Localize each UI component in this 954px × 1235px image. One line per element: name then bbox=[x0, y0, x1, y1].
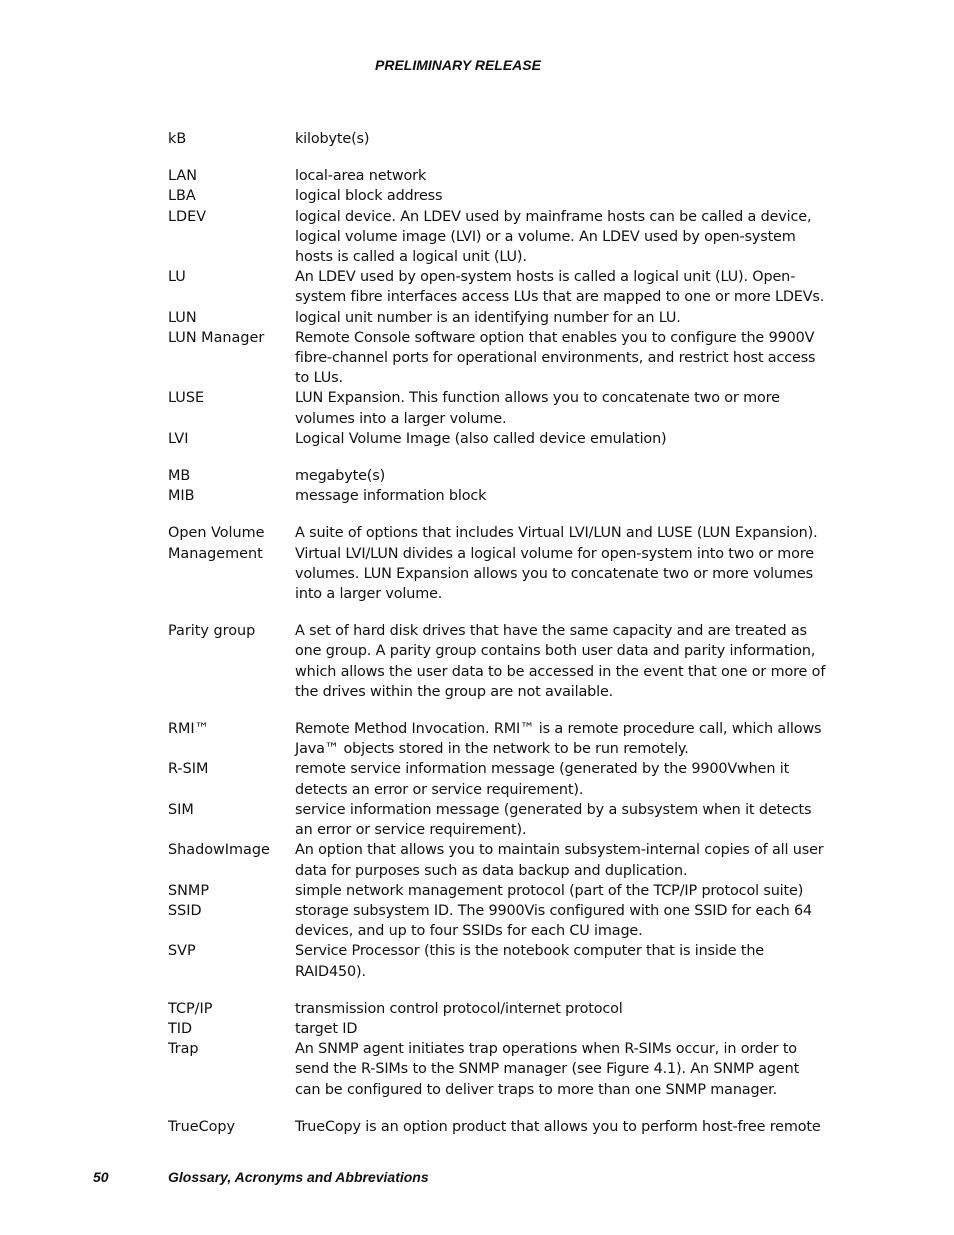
glossary-list bbox=[168, 129, 828, 1154]
glossary-term: LAN bbox=[168, 168, 197, 185]
glossary-entry bbox=[168, 1117, 828, 1137]
glossary-entry bbox=[168, 1019, 828, 1039]
glossary-term: MIB bbox=[168, 488, 195, 505]
glossary-group bbox=[168, 999, 828, 1100]
glossary-entry bbox=[168, 466, 828, 486]
glossary-term: TrueCopy bbox=[168, 1118, 236, 1135]
glossary-definition: A set of hard disk drives that have the same capacity and are treated as one group. A parity group contains both user data and parity information, which allows the user data to be accessed in the event that one or more of the drives within the group are not available. bbox=[295, 623, 826, 700]
glossary-term: SIM bbox=[168, 801, 194, 818]
glossary-entry bbox=[168, 800, 828, 840]
glossary-definition: Logical Volume Image (also called device emulation) bbox=[295, 430, 667, 447]
glossary-definition: Remote Method Invocation. RMI™ is a remote procedure call, which allows Java™ objects stored in the network to be run remotely. bbox=[295, 721, 822, 758]
page-header: PRELIMINARY RELEASE bbox=[375, 57, 541, 73]
glossary-term: Open Volume Management bbox=[168, 525, 265, 562]
glossary-term: TCP/IP bbox=[168, 1000, 213, 1017]
glossary-entry bbox=[168, 941, 828, 981]
page-footer bbox=[93, 1169, 429, 1185]
glossary-term: LUN Manager bbox=[168, 329, 265, 346]
glossary-entry bbox=[168, 388, 828, 428]
glossary-term: SSID bbox=[168, 902, 202, 919]
glossary-term: SNMP bbox=[168, 882, 209, 899]
glossary-group bbox=[168, 466, 828, 506]
glossary-entry bbox=[168, 328, 828, 389]
glossary-group bbox=[168, 166, 828, 449]
glossary-entry bbox=[168, 840, 828, 880]
glossary-definition: transmission control protocol/internet protocol bbox=[295, 1000, 623, 1017]
glossary-term: MB bbox=[168, 468, 191, 485]
glossary-definition: An LDEV used by open-system hosts is called a logical unit (LU). Open-system fibre interfaces access LUs that are mapped to one or more LDEVs. bbox=[295, 269, 825, 306]
glossary-entry bbox=[168, 999, 828, 1019]
glossary-term: Parity group bbox=[168, 623, 256, 640]
glossary-definition: An option that allows you to maintain subsystem-internal copies of all user data for purposes such as data backup and duplication. bbox=[295, 842, 824, 879]
glossary-definition: simple network management protocol (part of the TCP/IP protocol suite) bbox=[295, 882, 804, 899]
glossary-entry bbox=[168, 129, 828, 149]
glossary-entry bbox=[168, 166, 828, 186]
glossary-entry bbox=[168, 523, 828, 604]
glossary-term: LU bbox=[168, 269, 186, 286]
glossary-group bbox=[168, 1117, 828, 1137]
glossary-term: ShadowImage bbox=[168, 842, 270, 859]
glossary-entry bbox=[168, 881, 828, 901]
glossary-entry bbox=[168, 207, 828, 268]
glossary-definition: target ID bbox=[295, 1020, 358, 1037]
glossary-term: RMI™ bbox=[168, 721, 210, 738]
glossary-entry bbox=[168, 901, 828, 941]
glossary-definition: kilobyte(s) bbox=[295, 131, 370, 147]
glossary-group bbox=[168, 129, 828, 149]
glossary-entry bbox=[168, 759, 828, 799]
glossary-term: LUN bbox=[168, 309, 197, 326]
glossary-definition: logical device. An LDEV used by mainframe hosts can be called a device, logical volume image (LVI) or a volume. An LDEV used by open-system hosts is called a logical unit (LU). bbox=[295, 208, 812, 266]
glossary-definition: A suite of options that includes Virtual LVI/LUN and LUSE (LUN Expansion). Virtual LVI/LUN divides a logical volume for open-system into two or more volumes. LUN Expansion allows you to concatenate two or more volumes into a larger volume. bbox=[295, 525, 818, 603]
glossary-entry bbox=[168, 186, 828, 206]
glossary-group bbox=[168, 719, 828, 982]
glossary-group bbox=[168, 523, 828, 604]
glossary-term: R-SIM bbox=[168, 761, 209, 778]
glossary-definition: Service Processor (this is the notebook computer that is inside the RAID450). bbox=[295, 943, 765, 980]
glossary-term: Trap bbox=[168, 1041, 199, 1058]
glossary-term: LUSE bbox=[168, 390, 205, 407]
glossary-entry bbox=[168, 429, 828, 449]
glossary-entry bbox=[168, 267, 828, 307]
glossary-definition: LUN Expansion. This function allows you to concatenate two or more volumes into a larger volume. bbox=[295, 390, 780, 427]
glossary-term: kB bbox=[168, 131, 187, 147]
glossary-term: LBA bbox=[168, 188, 196, 205]
glossary-definition: megabyte(s) bbox=[295, 468, 386, 485]
glossary-definition: logical unit number is an identifying number for an LU. bbox=[295, 309, 681, 326]
glossary-entry bbox=[168, 308, 828, 328]
glossary-definition: storage subsystem ID. The 9900Vis configured with one SSID for each 64 devices, and up to four SSIDs for each CU image. bbox=[295, 902, 813, 940]
glossary-entry bbox=[168, 621, 828, 702]
glossary-entry bbox=[168, 1039, 828, 1100]
glossary-definition: message information block bbox=[295, 488, 487, 505]
glossary-definition: logical block address bbox=[295, 188, 443, 205]
glossary-definition: An SNMP agent initiates trap operations when R-SIMs occur, in order to send the R-SIMs to the SNMP manager (see Figure 4.1). An SNMP agent can be configured to deliver traps to more than one SNMP manager. bbox=[295, 1041, 800, 1098]
glossary-entry bbox=[168, 486, 828, 506]
page-number: 50 bbox=[93, 1169, 109, 1185]
glossary-definition: remote service information message (generated by the 9900Vwhen it detects an error or service requirement). bbox=[295, 761, 790, 798]
glossary-definition: service information message (generated by a subsystem when it detects an error or service requirement). bbox=[295, 801, 812, 839]
glossary-term: SVP bbox=[168, 943, 196, 960]
glossary-term: LDEV bbox=[168, 208, 207, 225]
glossary-definition: Remote Console software option that enables you to configure the 9900V fibre-channel ports for operational environments, and restrict host access to LUs. bbox=[295, 329, 816, 387]
glossary-definition: TrueCopy is an option product that allows you to perform host-free remote bbox=[295, 1118, 821, 1135]
glossary-term: LVI bbox=[168, 430, 189, 447]
glossary-definition: local-area network bbox=[295, 168, 427, 185]
glossary-group bbox=[168, 621, 828, 702]
glossary-entry bbox=[168, 719, 828, 759]
footer-section-title: Glossary, Acronyms and Abbreviations bbox=[168, 1169, 429, 1185]
glossary-term: TID bbox=[168, 1020, 193, 1037]
